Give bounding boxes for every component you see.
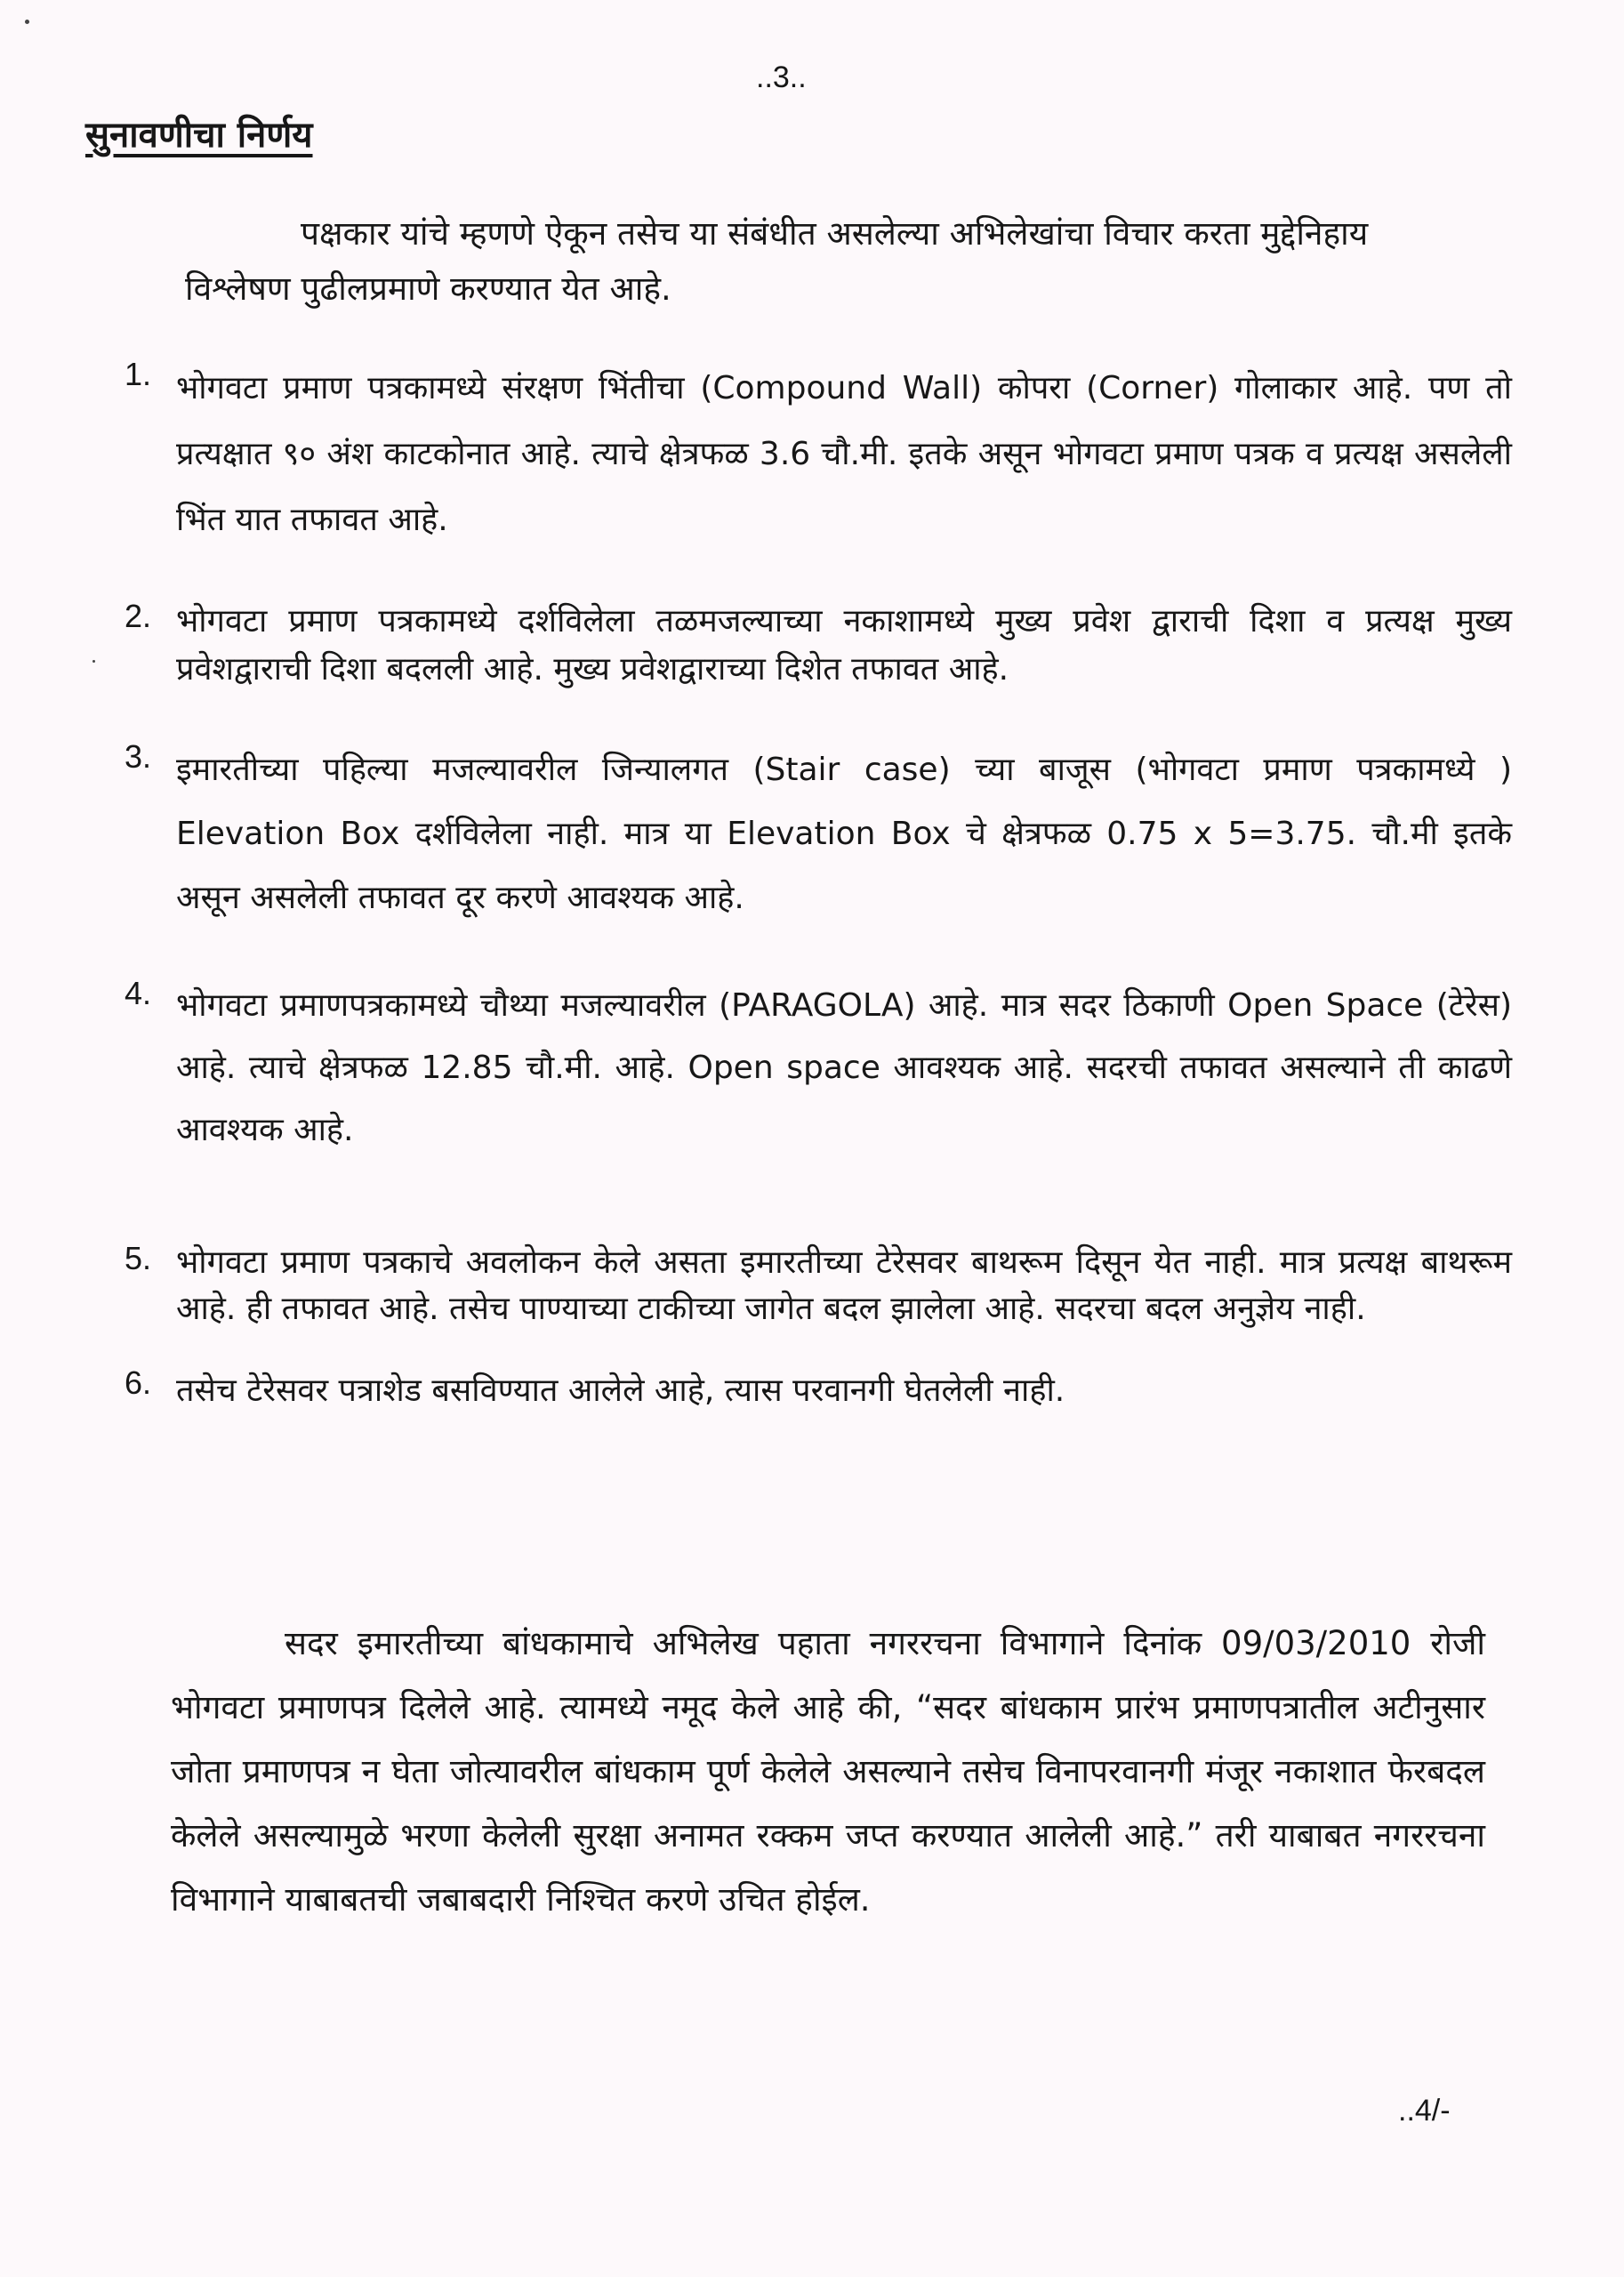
- conclusion-paragraph: सदर इमारतीच्या बांधकामाचे अभिलेख पहाता नगररचना विभागाने दिनांक 09/03/2010 रोजी भोगवटा प्रमाणपत्र दिलेले आहे. त्यामध्ये नमूद केले आहे की, “सदर बांधकाम प्रारंभ प्रमाणपत्रातील अटीनुसार जोता प्रमाणपत्र न घेता जोत्यावरील बांधकाम पूर्ण केलेले असल्याने तसेच विनापरवानगी मंजूर नकाशात फेरबदल केलेले असल्यामुळे भरणा केलेली सुरक्षा अनामत रक्कम जप्त करण्यात आलेली आहे.” तरी याबाबत नगररचना विभागाने याबाबतची जबाबदारी निश्चित करणे उचित होईल.: [171, 1624, 1485, 1919]
- item-number: 2.: [125, 598, 152, 634]
- section-heading: सुनावणीचा निर्णय: [85, 115, 313, 156]
- item-number: 4.: [125, 975, 152, 1011]
- scan-speck: [92, 660, 95, 663]
- item-number: 5.: [125, 1240, 152, 1276]
- list-item: [125, 1364, 1512, 1418]
- page-number-bottom: ..4/-: [1398, 2094, 1451, 2128]
- page-number-top: ..3..: [756, 60, 807, 94]
- item-text: भोगवटा प्रमाणपत्रकामध्ये चौथ्या मजल्यावरील (PARAGOLA) आहे. मात्र सदर ठिकाणी Open Space (टेरेस) आहे. त्याचे क्षेत्रफळ 12.85 चौ.मी. आहे. Open space आवश्यक आहे. सदरची तफावत असल्याने ती काढणे आवश्यक आहे.: [176, 987, 1512, 1148]
- findings-list: [125, 356, 1512, 1418]
- list-item: [125, 975, 1512, 1162]
- item-text: भोगवटा प्रमाण पत्रकाचे अवलोकन केले असता इमारतीच्या टेरेसवर बाथरूम दिसून येत नाही. मात्र प्रत्यक्ष बाथरूम आहे. ही तफावत आहे. तसेच पाण्याच्या टाकीच्या जागेत बदल झालेला आहे. सदरचा बदल अनुज्ञेय नाही.: [176, 1244, 1512, 1327]
- item-text: भोगवटा प्रमाण पत्रकामध्ये संरक्षण भिंतीचा (Compound Wall) कोपरा (Corner) गोलाकार आहे. पण तो प्रत्यक्षात ९० अंश काटकोनात आहे. त्याचे क्षेत्रफळ 3.6 चौ.मी. इतके असून भोगवटा प्रमाण पत्रक व प्रत्यक्ष असलेली भिंत यात तफावत आहे.: [176, 370, 1512, 538]
- item-text: तसेच टेरेसवर पत्राशेड बसविण्यात आलेले आहे, त्यास परवानगी घेतलेली नाही.: [176, 1372, 1065, 1409]
- item-number: 1.: [125, 356, 152, 392]
- list-item: [125, 738, 1512, 930]
- intro-paragraph: पक्षकार यांचे म्हणणे ऐकून तसेच या संबंधीत असलेल्या अभिलेखांचा विचार करता मुद्देनिहाय विश्लेषण पुढीलप्रमाणे करण्यात येत आहे.: [185, 214, 1369, 308]
- list-item: [125, 356, 1512, 553]
- item-number: 6.: [125, 1364, 152, 1401]
- item-number: 3.: [125, 738, 152, 775]
- list-item: [125, 598, 1512, 694]
- item-text: भोगवटा प्रमाण पत्रकामध्ये दर्शविलेला तळमजल्याच्या नकाशामध्ये मुख्य प्रवेश द्वाराची दिशा व प्रत्यक्ष मुख्य प्रवेशद्वाराची दिशा बदलली आहे. मुख्य प्रवेशद्वाराच्या दिशेत तफावत आहे.: [176, 603, 1512, 688]
- list-item: [125, 1240, 1512, 1332]
- scan-speck: [25, 20, 29, 24]
- item-text: इमारतीच्या पहिल्या मजल्यावरील जिन्यालगत (Stair case) च्या बाजूस (भोगवटा प्रमाण पत्रकामध्ये ) Elevation Box दर्शविलेला नाही. मात्र या Elevation Box चे क्षेत्रफळ 0.75 x 5=3.75. चौ.मी इतके असून असलेली तफावत दूर करणे आवश्यक आहे.: [176, 752, 1512, 916]
